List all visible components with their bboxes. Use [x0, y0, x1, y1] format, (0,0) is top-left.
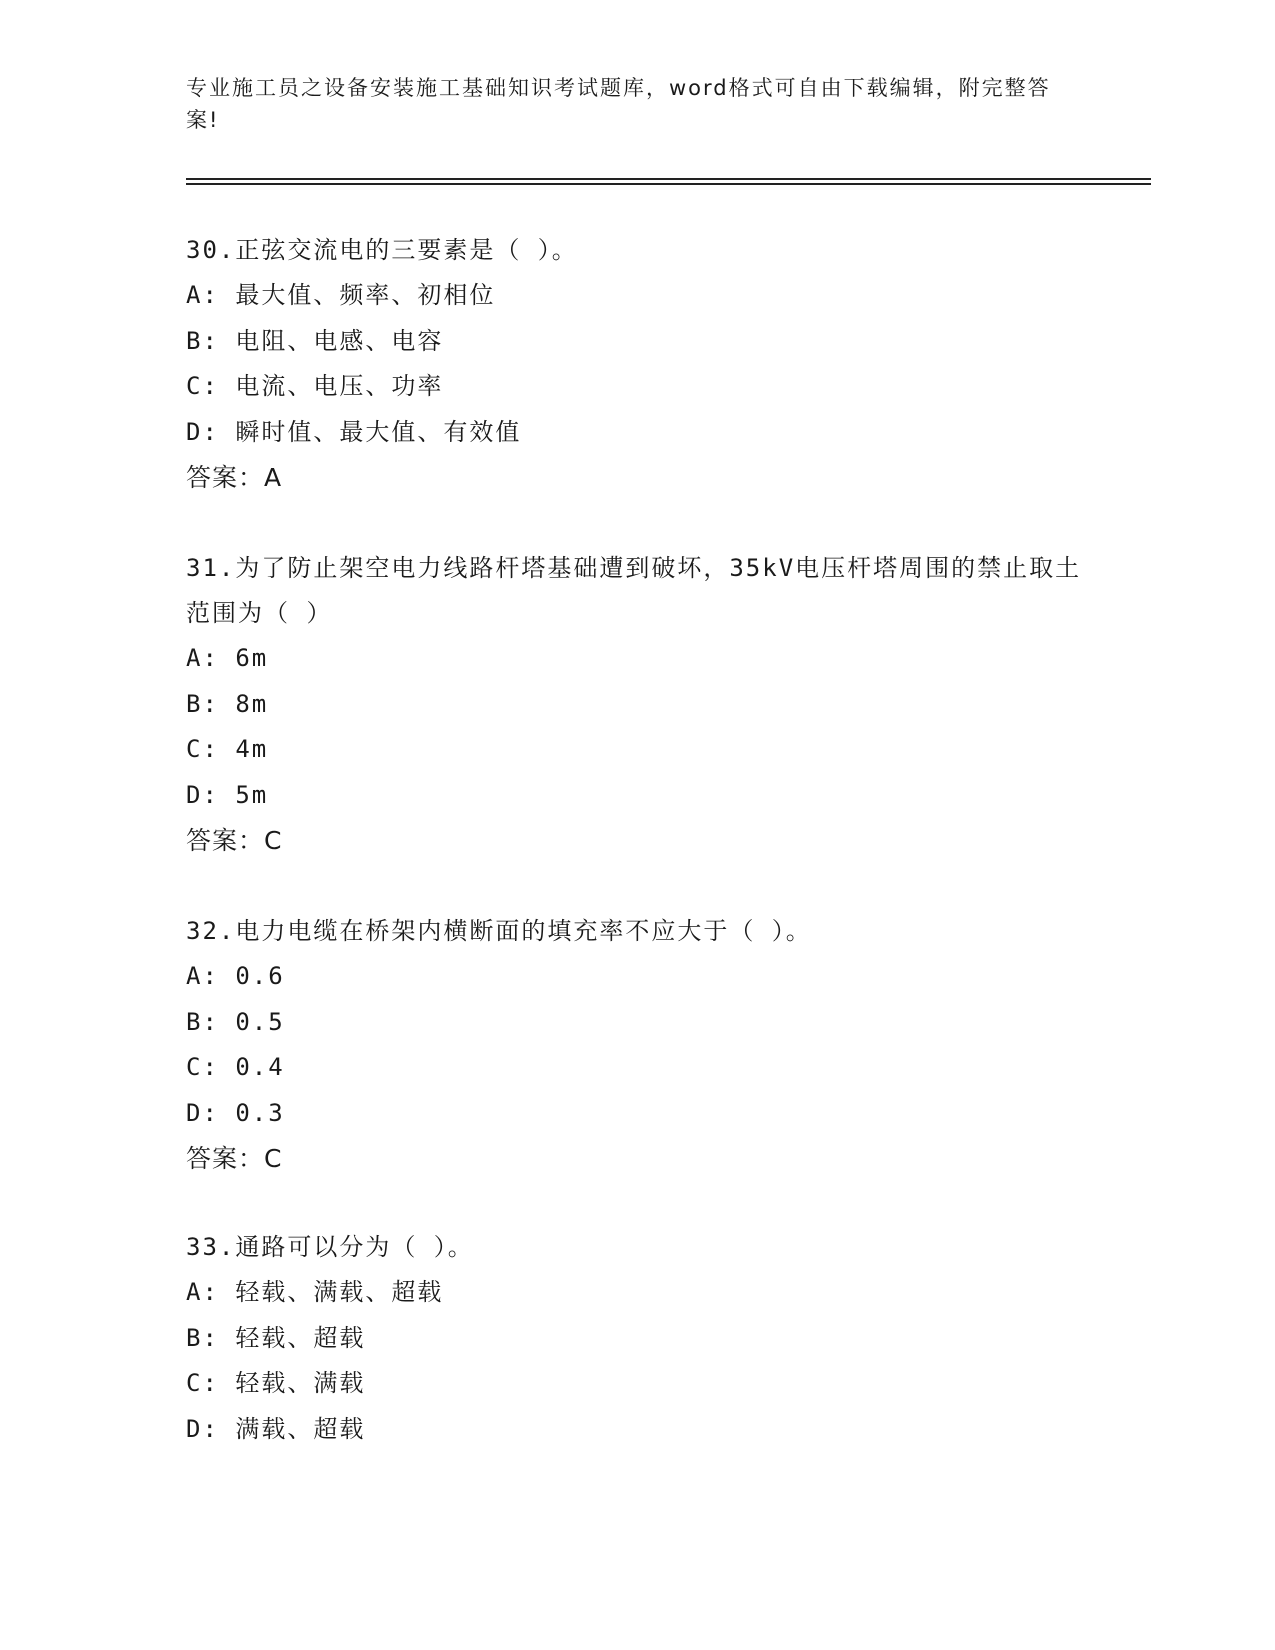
header-divider-top	[186, 178, 1151, 180]
option-c: C: 0.4	[186, 1053, 285, 1081]
option-c: C: 4m	[186, 735, 269, 763]
option-d: D: 满载、超载	[186, 1414, 366, 1443]
answer: 答案：A	[186, 463, 283, 492]
option-c: C: 轻载、满载	[186, 1369, 366, 1397]
option-b: B: 轻载、超载	[186, 1323, 366, 1352]
question-stem: 30.正弦交流电的三要素是（ ）。	[186, 236, 578, 264]
answer: 答案：C	[186, 826, 283, 855]
option-d: D: 5m	[186, 780, 269, 809]
option-d: D: 瞬时值、最大值、有效值	[186, 417, 522, 446]
question-stem: 31.为了防止架空电力线路杆塔基础遭到破坏，35kV电压杆塔周围的禁止取土范围为（ ）	[186, 554, 1082, 627]
option-b: B: 电阻、电感、电容	[186, 326, 444, 355]
document-header: 专业施工员之设备安装施工基础知识考试题库，word格式可自由下载编辑，附完整答案!	[186, 76, 1051, 132]
question-32	[186, 909, 1086, 1182]
option-a: A: 最大值、频率、初相位	[186, 281, 496, 309]
question-31	[186, 546, 1086, 864]
question-30	[186, 228, 1086, 501]
option-a: A: 6m	[186, 644, 269, 672]
option-b: B: 0.5	[186, 1007, 285, 1036]
option-b: B: 8m	[186, 689, 269, 718]
question-stem: 33.通路可以分为（ ）。	[186, 1233, 474, 1261]
option-c: C: 电流、电压、功率	[186, 372, 444, 400]
question-stem: 32.电力电缆在桥架内横断面的填充率不应大于（ ）。	[186, 917, 812, 945]
option-a: A: 0.6	[186, 962, 285, 990]
answer: 答案：C	[186, 1144, 283, 1173]
question-33	[186, 1225, 1086, 1452]
option-a: A: 轻载、满载、超载	[186, 1278, 444, 1306]
header-divider-bottom	[186, 183, 1151, 185]
option-d: D: 0.3	[186, 1098, 285, 1127]
